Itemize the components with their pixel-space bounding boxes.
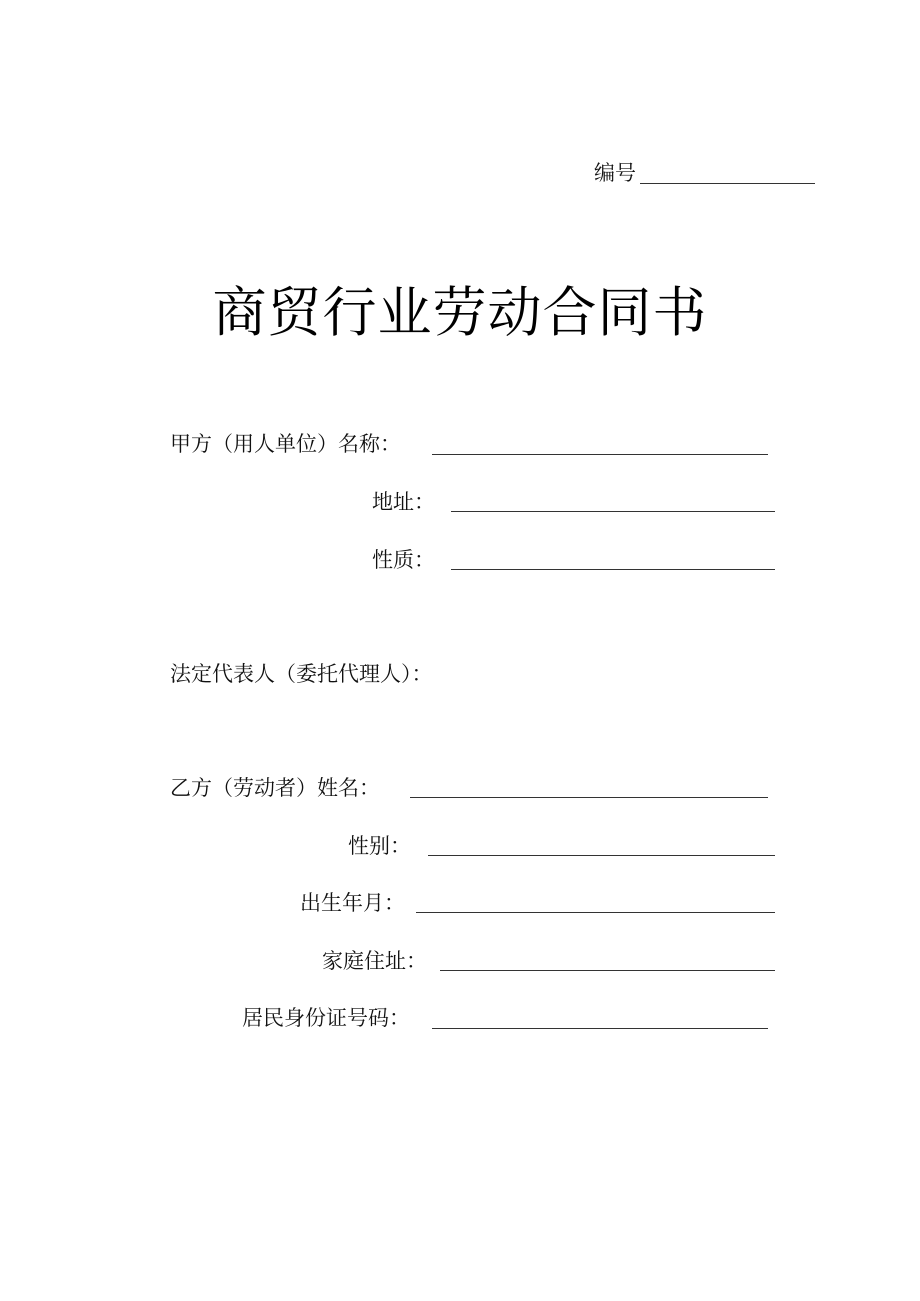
number-label: 编号 (594, 161, 636, 185)
legal-representative-label: 法定代表人（委托代理人）： (170, 662, 433, 686)
party-a-name-field-line[interactable] (432, 454, 768, 455)
party-b-name-label: 乙方（劳动者）姓名： (170, 776, 380, 800)
document-title: 商贸行业劳动合同书 (212, 281, 708, 344)
party-b-birth-field-line[interactable] (416, 912, 775, 913)
party-b-id-number-field-line[interactable] (432, 1028, 768, 1029)
party-b-name-field-line[interactable] (410, 797, 768, 798)
number-field-line[interactable] (640, 183, 815, 184)
party-a-address-field-line[interactable] (451, 511, 775, 512)
party-a-name-label: 甲方（用人单位）名称： (170, 432, 401, 456)
party-a-nature-label: 性质： (372, 548, 435, 572)
party-b-gender-field-line[interactable] (428, 855, 775, 856)
party-b-home-address-field-line[interactable] (440, 970, 775, 971)
party-a-address-label: 地址： (372, 490, 435, 514)
party-b-gender-label: 性别： (348, 834, 411, 858)
party-b-birth-label: 出生年月： (300, 891, 405, 915)
party-b-id-number-label: 居民身份证号码： (242, 1006, 410, 1030)
party-b-home-address-label: 家庭住址： (322, 949, 427, 973)
party-a-nature-field-line[interactable] (451, 569, 775, 570)
